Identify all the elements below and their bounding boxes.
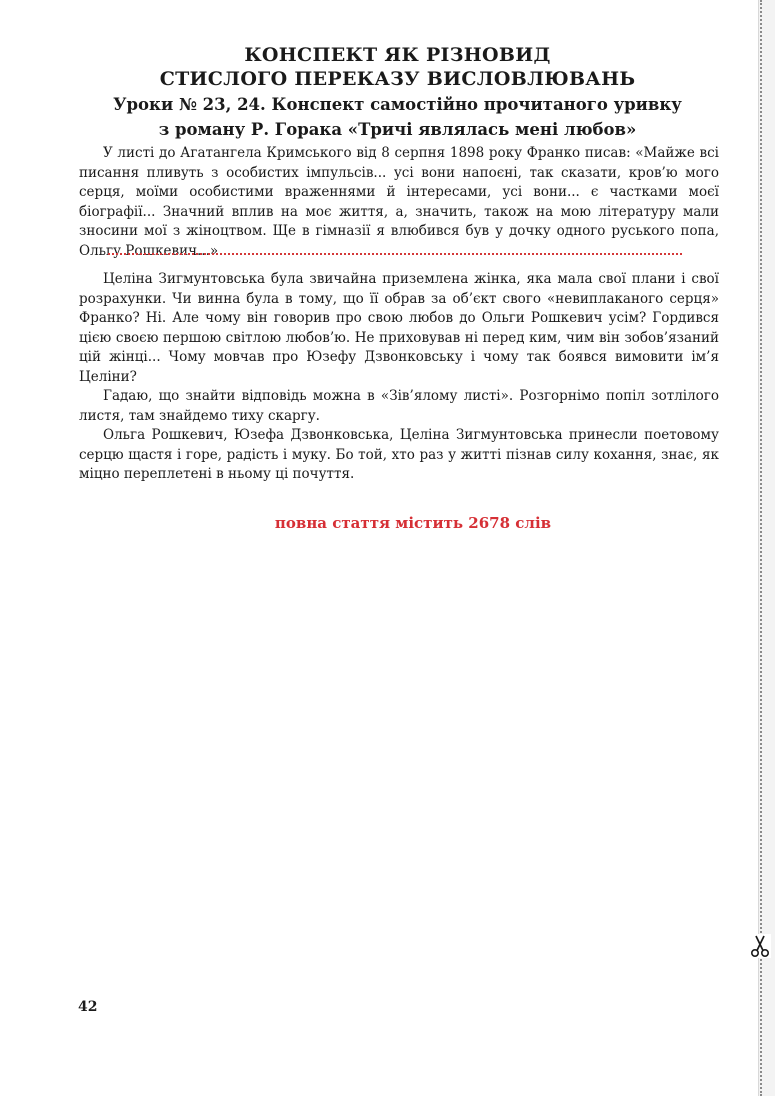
page-number: 42 — [78, 999, 98, 1015]
intro-paragraph: У листі до Агатангела Кримського від 8 серпня 1898 року Франко писав: «Майже всі писання пливуть з особистих імпульсів... усі вони напоєні, так сказати, кров’ю мого серця, моїми особистими враженнями й інтересами, усі вони... є частками моєї біографії... Значний вплив на моє життя, а, значить, також на мою літературу мали зносини мої з жіноцтвом. Ще в гімназії я влюбився був у дочку одного руського попа, Ольгу Рошкевич...» — [79, 145, 719, 259]
main-paragraph-2: Гадаю, що знайти відповідь можна в «Зів’ялому листі». Розгорнімо попіл зотлілого листя, там знайдемо тиху скаргу. — [79, 388, 719, 424]
cut-line — [760, 0, 762, 1096]
main-section — [79, 270, 719, 485]
intro-section — [79, 144, 719, 261]
title-line-1: КОНСПЕКТ ЯК РІЗНОВИД — [244, 44, 551, 66]
word-count-notice: повна стаття містить 2678 слів — [274, 514, 552, 532]
subtitle-line-1: Уроки № 23, 24. Конспект самостійно прочитаного уривку — [113, 95, 682, 114]
main-paragraph-3: Ольга Рошкевич, Юзефа Дзвонковська, Целіна Зигмунтовська принесли поетовому серцю щастя і горе, радість і муку. Бо той, хто раз у житті пізнав силу кохання, знає, як міцно переплетені в ньому ці почуття. — [79, 427, 719, 482]
dotted-divider — [108, 253, 682, 255]
title-line-2: СТИСЛОГО ПЕРЕКАЗУ ВИСЛОВЛЮВАНЬ — [159, 68, 636, 90]
scissors-icon — [749, 934, 771, 958]
main-paragraph-1: Целіна Зигмунтовська була звичайна приземлена жінка, яка мала свої плани і свої розрахунки. Чи винна була в тому, що її обрав за об’єкт свого «невиплаканого серця» Франко? Ні. Але чому він говорив про свою любов до Ольги Рошкевич усім? Гордився цією своєю першою світлою любов’ю. Не приховував ні перед ким, чим він зобов’язаний цій жінці... Чому мовчав про Юзефу Дзвонковську і чому так боявся вимовити ім’я Целіни? — [79, 271, 719, 385]
subtitle-line-2: з роману Р. Горака «Тричі являлась мені любов» — [158, 120, 637, 139]
